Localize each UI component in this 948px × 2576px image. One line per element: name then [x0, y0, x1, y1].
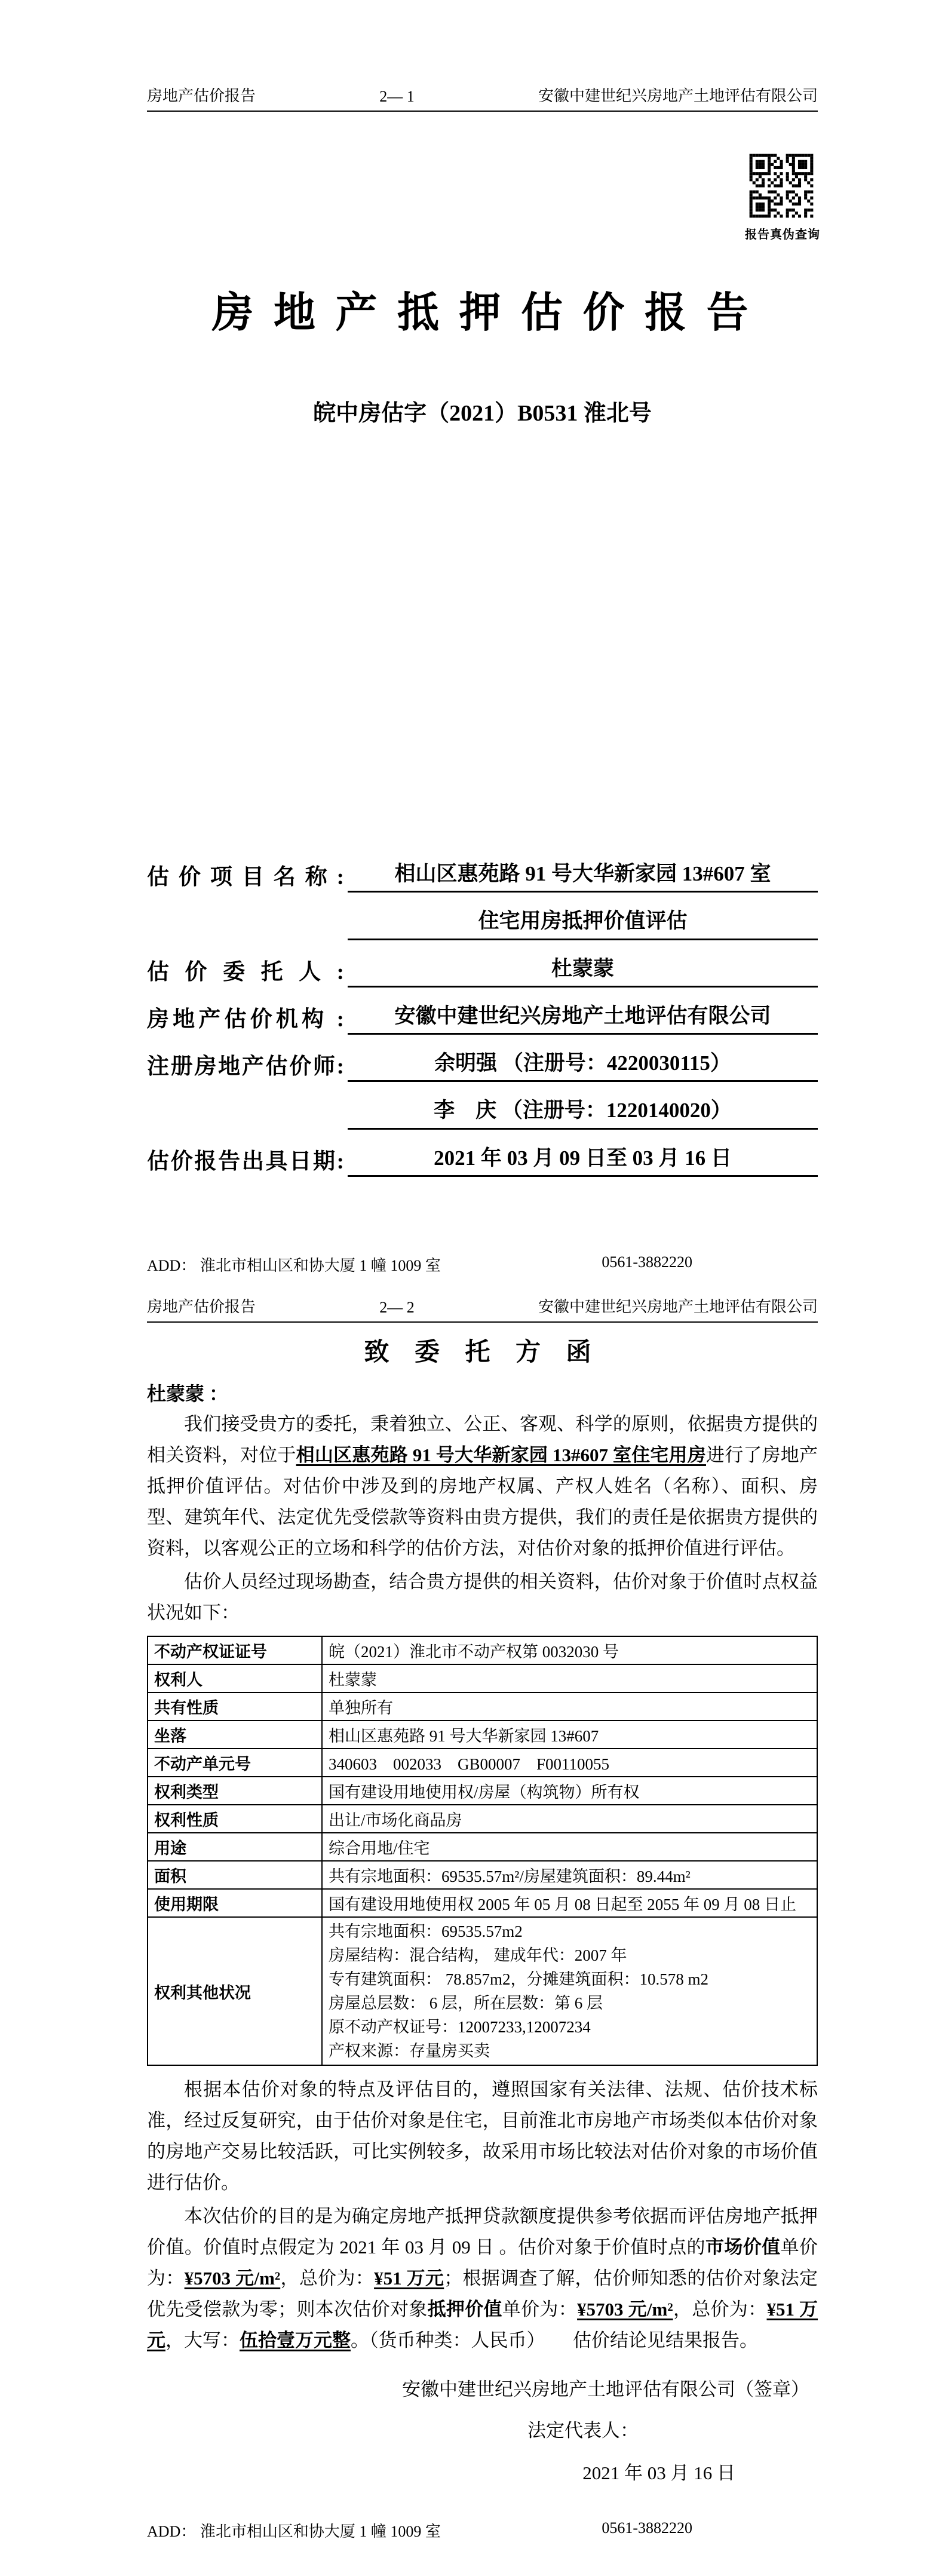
header-page-number: 2— 1 — [379, 88, 415, 105]
table-row — [148, 1777, 817, 1805]
page-header — [147, 84, 818, 112]
report-number: 皖中房估字（2021）B0531 淮北号 — [313, 401, 652, 426]
amount-in-words: 伍拾壹万元整 — [240, 2330, 351, 2351]
field-value: 国有建设用地使用权 2005 年 05 月 08 日起至 2055 年 09 月 08 日止 — [322, 1889, 817, 1917]
qr-block — [745, 149, 820, 242]
form-row-report-date — [147, 1144, 818, 1177]
market-value-term: 市场价值 — [705, 2237, 781, 2258]
signature-date: 2021 年 03 月 16 日 — [582, 2462, 735, 2483]
other-status-line: 房屋总层数： 6 层，所在层数：第 6 层 — [329, 1994, 603, 2012]
other-status-line: 产权来源：存量房买卖 — [329, 2042, 490, 2060]
mortgage-value-term: 抵押价值 — [427, 2299, 502, 2320]
field-label: 权利类型 — [148, 1777, 322, 1805]
field-value: 杜蒙蒙 — [322, 1664, 817, 1692]
footer-address: ADD： 淮北市相山区和协大厦 1 幢 1009 室 — [147, 1257, 441, 1274]
page-footer — [147, 2519, 818, 2541]
form-row-client — [147, 955, 818, 988]
header-doc-type: 房地产估价报告 — [147, 87, 256, 105]
field-value: 单独所有 — [322, 1692, 817, 1721]
valuation-text: 单价为： — [147, 2237, 818, 2289]
paragraph-survey: 估价人员经过现场勘查，结合贵方提供的相关资料，估价对象于价值时点权益状况如下： — [147, 1571, 818, 1623]
valuation-text: ，大写： — [165, 2330, 240, 2351]
field-label: 权利其他状况 — [148, 1917, 322, 2065]
table-row — [148, 1664, 817, 1692]
market-unit-price: ¥5703 元/m² — [184, 2268, 281, 2289]
qr-code-icon — [745, 149, 818, 222]
page-header — [147, 1295, 818, 1323]
field-label: 不动产权证证号 — [148, 1636, 322, 1664]
field-value-multiline — [322, 1917, 817, 2065]
field-label: 权利性质 — [148, 1805, 322, 1833]
header-company: 安徽中建世纪兴房地产土地评估有限公司 — [538, 1298, 818, 1315]
form-row-project-cont — [147, 907, 818, 940]
table-row — [148, 1889, 817, 1917]
field-label: 共有性质 — [148, 1692, 322, 1721]
qr-caption: 报告真伪查询 — [745, 228, 820, 241]
paragraph-valuation — [147, 2201, 818, 2356]
field-value: 340603 002033 GB00007 F00110055 — [322, 1749, 817, 1777]
form-row-appraiser-1 — [147, 1049, 818, 1082]
other-status-line: 原不动产权证号：12007233,12007234 — [329, 2018, 591, 2036]
report-date-label: 估价报告出具日期: — [147, 1149, 344, 1174]
footer-address: ADD： 淮北市相山区和协大厦 1 幢 1009 室 — [147, 2523, 441, 2540]
client-label: 估 价 委 托 人 : — [147, 959, 344, 985]
property-rights-table — [147, 1636, 818, 2066]
header-company: 安徽中建世纪兴房地产土地评估有限公司 — [538, 87, 818, 105]
field-label: 权利人 — [148, 1664, 322, 1692]
field-label: 不动产单元号 — [148, 1749, 322, 1777]
paragraph-commission — [147, 1409, 818, 1564]
paragraph-method: 根据本估价对象的特点及评估目的，遵照国家有关法律、法规、估价技术标准，经过反复研究，由于估价对象是住宅，目前淮北市房地产市场类似本估价对象的房地产交易比较活跃，可比实例较多，故采用市场比较法对估价对象的市场价值进行估价。 — [147, 2079, 818, 2193]
market-total-price: ¥51 万元 — [374, 2268, 444, 2289]
valuation-text: 本次估价的目的是为确定房地产抵押贷款额度提供参考依据而评估房地产抵押价值。价值时点假定为 2021 年 03 月 09 日 。估价对象于价值时点的 — [147, 2206, 818, 2258]
table-row — [148, 1749, 817, 1777]
salutation: 杜蒙蒙 ： — [147, 1383, 229, 1404]
appraiser-label: 注册房地产估价师: — [147, 1054, 344, 1080]
agency-value: 安徽中建世纪兴房地产土地评估有限公司 — [348, 1002, 818, 1035]
letter-title: 致 委 托 方 函 — [364, 1339, 601, 1366]
field-value: 相山区惠苑路 91 号大华新家园 13#607 — [322, 1721, 817, 1749]
appraiser-2-value: 李 庆 （注册号：1220140020） — [348, 1096, 818, 1129]
valuation-text: 。（货币种类：人民币） 估价结论见结果报告。 — [351, 2330, 758, 2351]
field-value: 共有宗地面积：69535.57m²/房屋建筑面积：89.44m² — [322, 1861, 817, 1889]
signature-company: 安徽中建世纪兴房地产土地评估有限公司（签章） — [402, 2379, 809, 2400]
report-cover-page — [0, 0, 948, 1281]
page-footer — [147, 1253, 818, 1275]
project-name-value-line2: 住宅用房抵押价值评估 — [348, 907, 818, 940]
valuation-text: 单价为： — [502, 2299, 578, 2320]
header-doc-type: 房地产估价报告 — [147, 1298, 256, 1315]
appraiser-1-value: 余明强 （注册号：4220030115） — [348, 1049, 818, 1082]
field-label: 使用期限 — [148, 1889, 322, 1917]
table-row — [148, 1805, 817, 1833]
table-row — [148, 1636, 817, 1664]
field-label: 面积 — [148, 1861, 322, 1889]
field-value: 出让/市场化商品房 — [322, 1805, 817, 1833]
client-value: 杜蒙蒙 — [348, 955, 818, 988]
valuation-text: ；根据调查了解，估价师知悉的估价对象法定优先受偿款为零；则本次估价对象 — [147, 2268, 818, 2320]
other-status-line: 共有宗地面积：69535.57m2 — [329, 1922, 523, 1940]
agency-label: 房地产估价机构 : — [147, 1007, 344, 1032]
valuation-text: ，总价为： — [280, 2268, 375, 2289]
project-name-value-line1: 相山区惠苑路 91 号大华新家园 13#607 室 — [348, 860, 818, 893]
project-name-label: 估 价 项 目 名 称 : — [147, 865, 344, 890]
footer-phone: 0561-3882220 — [602, 2519, 692, 2537]
table-row — [148, 1833, 817, 1861]
letter-page — [0, 1281, 948, 2576]
mortgage-unit-price: ¥5703 元/m² — [577, 2299, 673, 2320]
cover-form — [147, 860, 818, 1177]
report-date-value: 2021 年 03 月 09 日至 03 月 16 日 — [348, 1144, 818, 1177]
table-row — [148, 1692, 817, 1721]
other-status-line: 房屋结构：混合结构， 建成年代：2007 年 — [329, 1946, 627, 1964]
valuation-text: ，总价为： — [673, 2299, 767, 2320]
table-row — [148, 1721, 817, 1749]
para1-property-name: 相山区惠苑路 91 号大华新家园 13#607 室住宅用房 — [296, 1445, 706, 1465]
field-value: 综合用地/住宅 — [322, 1833, 817, 1861]
footer-phone: 0561-3882220 — [602, 1253, 692, 1271]
header-page-number: 2— 2 — [379, 1299, 415, 1316]
form-row-appraiser-2 — [147, 1096, 818, 1129]
signature-legal-rep: 法定代表人： — [527, 2420, 639, 2441]
field-label: 用途 — [148, 1833, 322, 1861]
other-status-line: 专有建筑面积： 78.857m2，分摊建筑面积：10.578 m2 — [329, 1970, 709, 1988]
para1-pre: 我们接受贵方的委托，秉着独立、公正、客观、科学的原则，依据贵方提供的相关资料，对位于 — [147, 1413, 818, 1465]
table-row-other-status — [148, 1917, 817, 2065]
report-title: 房 地 产 抵 押 估 价 报 告 — [211, 290, 753, 336]
form-row-agency — [147, 1002, 818, 1035]
mortgage-total-price: ¥51 万元 — [147, 2299, 818, 2351]
field-value: 国有建设用地使用权/房屋（构筑物）所有权 — [322, 1777, 817, 1805]
para1-post: 进行了房地产抵押价值评估。对估价中涉及到的房地产权属、产权人姓名（名称）、面积、房型、建筑年代、法定优先受偿款等资料由贵方提供，我们的责任是依据贵方提供的资料，以客观公正的立场和科学的估价方法，对估价对象的抵押价值进行评估。 — [147, 1445, 818, 1559]
table-row — [148, 1861, 817, 1889]
field-label: 坐落 — [148, 1721, 322, 1749]
form-row-project — [147, 860, 818, 893]
field-value: 皖（2021）淮北市不动产权第 0032030 号 — [322, 1636, 817, 1664]
